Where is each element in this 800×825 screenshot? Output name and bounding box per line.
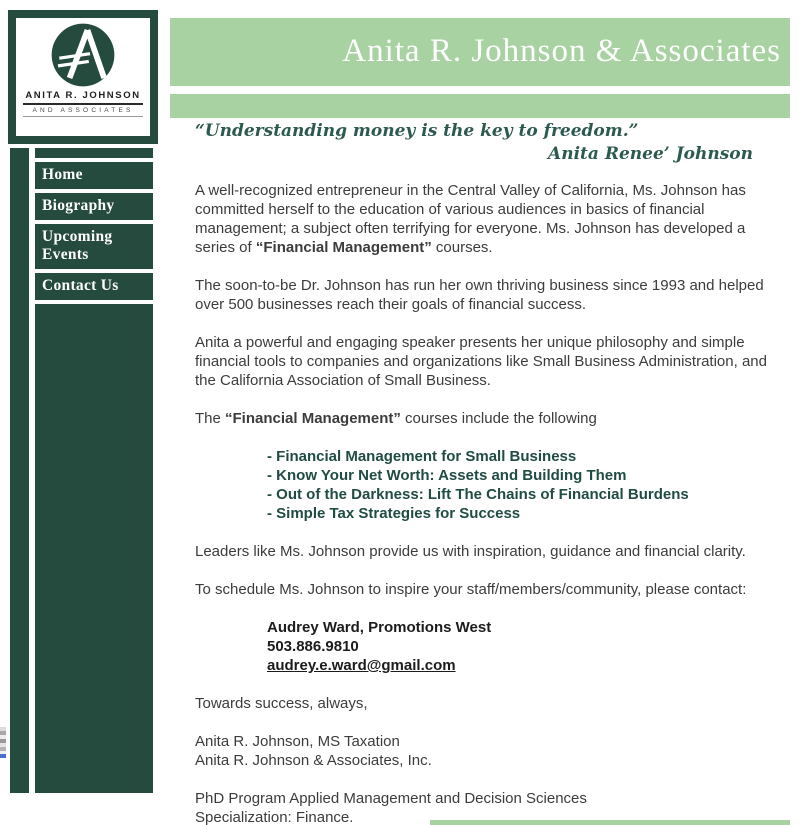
intro-paragraph-before: A well-recognized entrepreneur in the Central Valley of California, Ms. Johnson has committed herself to the education of various audiences in basics of financial management; a subject often terrifying for everyone. Ms. Johnson has developed a series of xyxy=(195,182,746,256)
nav-list xyxy=(35,162,153,304)
course-item-know-your-net-worth-asse: - Know Your Net Worth: Assets and Building Them xyxy=(267,467,627,484)
courses-intro-before: The xyxy=(195,410,226,427)
sidebar-nav xyxy=(35,148,153,793)
page-edge-artifact xyxy=(0,727,6,758)
quote-block xyxy=(195,120,773,166)
nav-filler-bottom xyxy=(35,304,153,793)
brand-monogram-icon xyxy=(51,23,115,87)
sidebar-item-contact-us[interactable]: Contact Us xyxy=(35,273,153,300)
signature-block xyxy=(195,732,773,770)
brand-logo-panel xyxy=(16,18,150,136)
header-band xyxy=(170,18,790,86)
course-item-simple-tax-strategies-fo: - Simple Tax Strategies for Success xyxy=(267,505,521,522)
signature-line-anita-r-johnson-associat: Anita R. Johnson & Associates, Inc. xyxy=(195,752,432,769)
contact-phone: 503.886.9810 xyxy=(267,638,359,655)
course-item-financial-management-for: - Financial Management for Small Business xyxy=(267,448,577,465)
courses-intro-bold: “Financial Management” xyxy=(225,410,401,427)
courses-intro-after: courses include the following xyxy=(400,410,597,427)
quote-attribution: Anita Renee’ Johnson xyxy=(548,144,753,164)
intro-paragraph xyxy=(195,181,773,257)
signature-line-anita-r-johnson-ms-taxat: Anita R. Johnson, MS Taxation xyxy=(195,733,400,750)
sidebar-item-biography[interactable]: Biography xyxy=(35,193,153,220)
schedule-paragraph: To schedule Ms. Johnson to inspire your staff/members/community, please contact: xyxy=(195,581,747,598)
nav-spacer-top xyxy=(35,148,153,158)
course-list xyxy=(267,447,699,523)
page-title: Anita R. Johnson & Associates xyxy=(342,33,781,69)
course-item-out-of-the-darkness-lift: - Out of the Darkness: Lift The Chains of Financial Burdens xyxy=(267,486,689,503)
header-accent-band xyxy=(170,94,790,118)
closing-line: Towards success, always, xyxy=(195,695,368,712)
business-paragraph: The soon-to-be Dr. Johnson has run her own thriving business since 1993 and helped over 500 businesses reach their goals of financial success. xyxy=(195,277,764,313)
speaker-paragraph: Anita a powerful and engaging speaker presents her unique philosophy and simple financial tools to companies and organizations like Small Business Administration, and the California Association of Small Business. xyxy=(195,334,767,389)
brand-name: ANITA R. JOHNSON xyxy=(23,90,143,105)
intro-paragraph-after: courses. xyxy=(431,239,493,256)
footer-accent-strip xyxy=(430,820,790,825)
contact-email-link[interactable]: audrey.e.ward@gmail.com xyxy=(267,657,456,674)
credentials-line-specialization-finance: Specialization: Finance. xyxy=(195,809,354,825)
intro-paragraph-bold: “Financial Management” xyxy=(255,239,432,256)
credentials-line-phd-program-applied-mana: PhD Program Applied Management and Decision Sciences xyxy=(195,790,587,807)
contact-block xyxy=(267,618,773,675)
leaders-paragraph: Leaders like Ms. Johnson provide us with inspiration, guidance and financial clarity. xyxy=(195,543,746,560)
sidebar-rail xyxy=(10,148,29,793)
brand-logo[interactable] xyxy=(8,10,158,144)
courses-intro-paragraph xyxy=(195,409,773,428)
brand-subtitle: AND ASSOCIATES xyxy=(23,107,143,117)
main-content xyxy=(195,120,773,825)
sidebar-item-upcoming-events[interactable]: Upcoming Events xyxy=(35,224,153,269)
contact-name: Audrey Ward, Promotions West xyxy=(267,619,492,636)
quote-text: “Understanding money is the key to freedom.” xyxy=(195,121,639,141)
sidebar-item-home[interactable]: Home xyxy=(35,162,153,189)
